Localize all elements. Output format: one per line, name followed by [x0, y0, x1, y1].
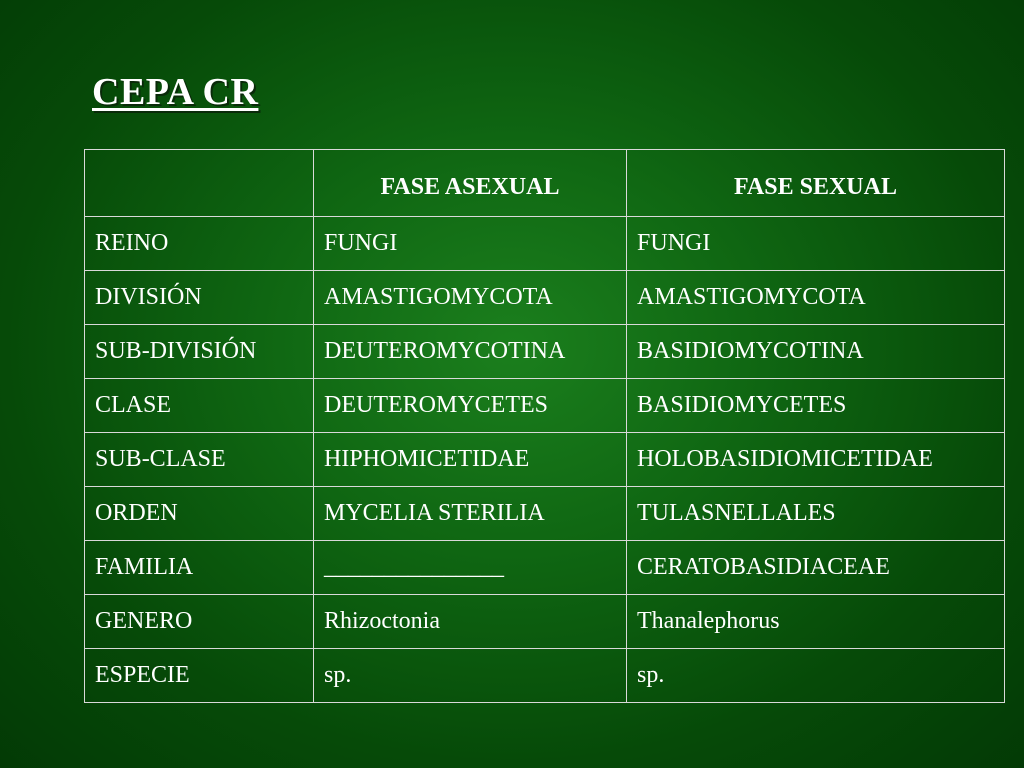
sexual-cell: sp.	[627, 649, 1005, 703]
rank-cell: SUB-DIVISIÓN	[85, 325, 314, 379]
asexual-cell: sp.	[314, 649, 627, 703]
slide-title: CEPA CR	[92, 71, 259, 113]
table-row	[85, 487, 1005, 541]
classification-table	[84, 149, 1005, 703]
table-row	[85, 649, 1005, 703]
asexual-cell: DEUTEROMYCOTINA	[314, 325, 627, 379]
table-header	[85, 150, 1005, 217]
rank-cell: FAMILIA	[85, 541, 314, 595]
table-row	[85, 217, 1005, 271]
asexual-cell: DEUTEROMYCETES	[314, 379, 627, 433]
table-row	[85, 541, 1005, 595]
asexual-cell: Rhizoctonia	[314, 595, 627, 649]
rank-cell: DIVISIÓN	[85, 271, 314, 325]
header-row	[85, 150, 1005, 217]
sexual-cell: BASIDIOMYCOTINA	[627, 325, 1005, 379]
rank-cell: ORDEN	[85, 487, 314, 541]
sexual-cell: AMASTIGOMYCOTA	[627, 271, 1005, 325]
table-row	[85, 379, 1005, 433]
header-cell-empty	[85, 150, 314, 217]
table-row	[85, 271, 1005, 325]
sexual-cell: BASIDIOMYCETES	[627, 379, 1005, 433]
asexual-cell: _______________	[314, 541, 627, 595]
sexual-cell: CERATOBASIDIACEAE	[627, 541, 1005, 595]
sexual-cell: TULASNELLALES	[627, 487, 1005, 541]
table-row	[85, 595, 1005, 649]
rank-cell: GENERO	[85, 595, 314, 649]
table-row	[85, 325, 1005, 379]
asexual-cell: HIPHOMICETIDAE	[314, 433, 627, 487]
header-cell-sexual-phase: FASE SEXUAL	[627, 150, 1005, 217]
sexual-cell: FUNGI	[627, 217, 1005, 271]
table-row	[85, 433, 1005, 487]
asexual-cell: FUNGI	[314, 217, 627, 271]
asexual-cell: AMASTIGOMYCOTA	[314, 271, 627, 325]
rank-cell: CLASE	[85, 379, 314, 433]
rank-cell: SUB-CLASE	[85, 433, 314, 487]
rank-cell: REINO	[85, 217, 314, 271]
sexual-cell: HOLOBASIDIOMICETIDAE	[627, 433, 1005, 487]
sexual-cell: Thanalephorus	[627, 595, 1005, 649]
asexual-cell: MYCELIA STERILIA	[314, 487, 627, 541]
rank-cell: ESPECIE	[85, 649, 314, 703]
table-body	[85, 217, 1005, 703]
header-cell-asexual-phase: FASE ASEXUAL	[314, 150, 627, 217]
